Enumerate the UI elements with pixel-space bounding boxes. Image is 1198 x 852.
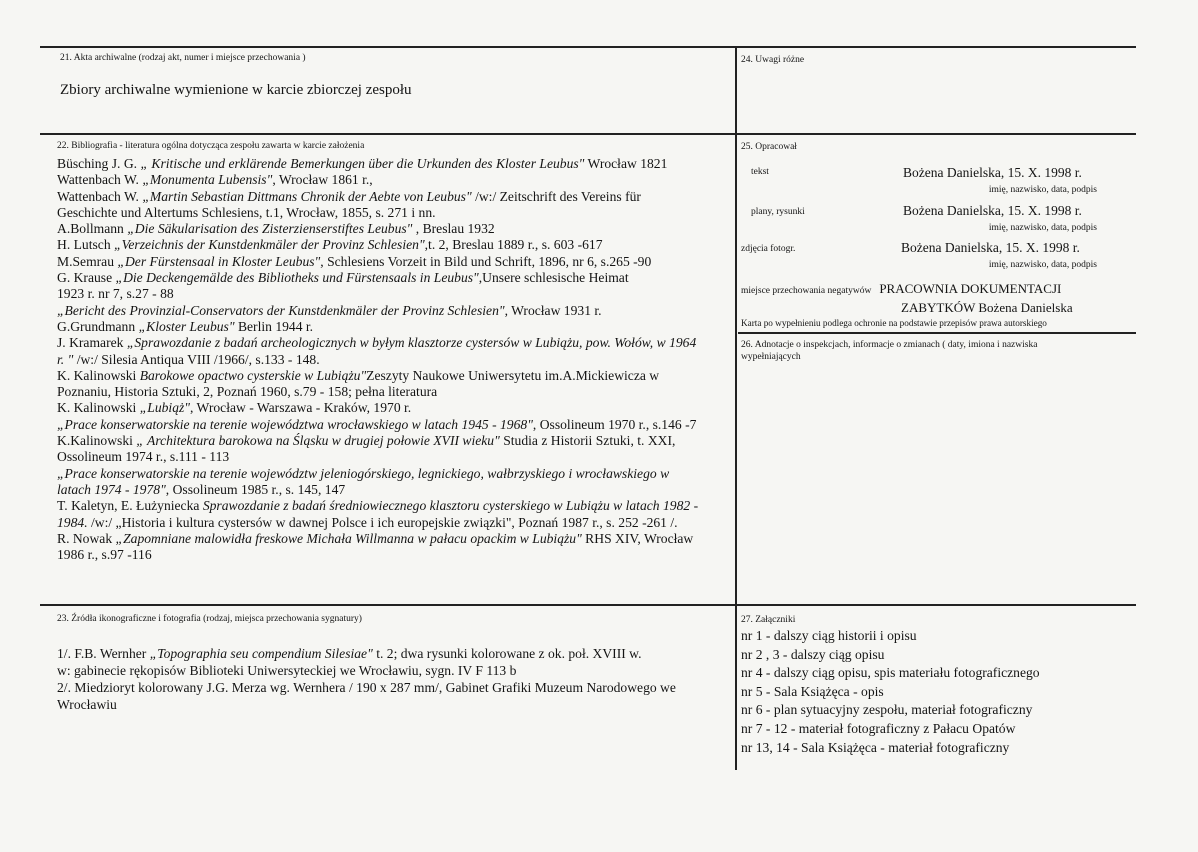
plain-text: /w:/ Silesia Antiqua VIII /1966/, s.133 - 148.	[73, 351, 320, 367]
author-row-label: zdjęcia fotogr.	[741, 244, 796, 254]
section-21	[60, 52, 730, 99]
iconography-list	[57, 645, 733, 713]
plain-text: RHS XIV, Wrocław	[581, 530, 694, 546]
italic-title: latach 1974 - 1978"	[57, 481, 166, 497]
negatives-value-2: ZABYTKÓW Bożena Danielska	[901, 300, 1073, 315]
text-line	[57, 547, 733, 563]
author-row-caption: imię, nazwisko, data, podpis	[988, 185, 1097, 195]
text-line	[57, 662, 733, 679]
text-line	[57, 482, 733, 498]
section-24-label: 24. Uwagi różne	[741, 55, 805, 65]
plain-text: 2/. Miedzioryt kolorowany J.G. Merza wg. Wernhera / 190 x 287 mm/, Gabinet Grafiki Muzeum Narodowego we	[57, 680, 676, 695]
plain-text: 1986 r., s.97 -116	[57, 547, 152, 563]
plain-text: R. Nowak	[57, 530, 116, 546]
text-line	[57, 466, 733, 482]
attachment-item: nr 13, 14 - Sala Książęca - materiał fotograficzny	[741, 739, 1010, 755]
plain-text: Poznaniu, Historia Sztuki, 2, Poznań 1960, s.79 - 158; pełna literatura	[57, 384, 438, 400]
italic-title: 1984.	[57, 514, 88, 530]
plain-text: Wrocławiu	[57, 697, 117, 712]
plain-text: , Wrocław - Warszawa - Kraków, 1970 r.	[190, 400, 412, 416]
text-line	[57, 172, 733, 188]
text-line	[57, 498, 733, 514]
divider-21-22	[40, 133, 1136, 135]
plain-text: ,Unsere schlesische Heimat	[478, 270, 629, 286]
text-line	[57, 400, 733, 416]
plain-text: Studia z Historii Sztuki, t. XXI,	[499, 433, 676, 449]
attachment-item: nr 4 - dalszy ciąg opisu, spis materiału fotograficznego	[741, 665, 1040, 681]
negatives-value: PRACOWNIA DOKUMENTACJI	[879, 281, 1062, 296]
text-line	[57, 352, 733, 368]
section-25-label: 25. Opracował	[741, 142, 797, 152]
divider-22-23	[40, 604, 1136, 606]
plain-text: , Wrocław 1931 r.	[504, 302, 602, 318]
plain-text: K.Kalinowski	[57, 433, 137, 449]
plain-text: Büsching J. G.	[57, 156, 141, 171]
italic-title: Barokowe opactwo cysterskie w Lubiążu"	[139, 367, 367, 383]
plain-text: Wattenbach W.	[57, 172, 143, 188]
text-line	[57, 384, 733, 400]
text-line	[57, 303, 733, 319]
author-row-value: Bożena Danielska, 15. X. 1998 r.	[903, 203, 1082, 218]
plain-text: Wrocław 1821	[584, 156, 668, 171]
section-27-label: 27. Załączniki	[741, 615, 796, 625]
italic-title: Sprawozdanie z badań średniowiecznego klasztoru cysterskiego w Lubiążu w latach 1982 -	[202, 498, 699, 514]
italic-title: „Verzeichnis der Kunstdenkmäler der Provinz Schlesien"	[114, 237, 425, 253]
attachment-item: nr 7 - 12 - materiał fotograficzny z Pałacu Opatów	[741, 720, 1016, 736]
divider-25-26	[738, 332, 1136, 334]
plain-text: t. 2; dwa rysunki kolorowane z ok. poł. XVIII w.	[372, 646, 642, 661]
section-27	[741, 614, 1133, 757]
section-26	[741, 339, 1133, 363]
text-line	[57, 531, 733, 547]
section-26-label: 26. Adnotacje o inspekcjach, informacje o zmianach ( daty, imiona i nazwiska	[741, 340, 1038, 350]
text-line	[57, 696, 733, 713]
plain-text: A.Bollmann	[57, 221, 128, 237]
text-line	[57, 433, 733, 449]
plain-text: , Ossolineum 1985 r., s. 145, 147	[165, 481, 346, 497]
text-line	[57, 319, 733, 335]
plain-text: K. Kalinowski	[57, 367, 140, 383]
plain-text: H. Lutsch	[57, 237, 115, 253]
plain-text: , Breslau 1932	[412, 221, 495, 237]
section-23	[57, 613, 733, 713]
plain-text: 1/. F.B. Wernher	[57, 646, 150, 661]
text-line	[57, 254, 733, 270]
section-23-label: 23. Źródła ikonograficzne i fotografia (rodzaj, miejsca przechowania sygnatury)	[57, 614, 362, 624]
text-line	[57, 368, 733, 384]
section-22-label: 22. Bibliografia - literatura ogólna dotycząca zespołu zawarta w karcie założenia	[57, 141, 365, 151]
italic-title: „Lubiąż"	[139, 400, 190, 416]
negatives-label: miejsce przechowania negatywów	[741, 286, 872, 296]
text-line	[57, 286, 733, 302]
author-row-label: tekst	[751, 167, 769, 177]
italic-title: „Zapomniane malowidła freskowe Michała Willmanna w pałacu opackim w Lubiążu"	[115, 530, 582, 546]
italic-title: „Bericht des Provinzial-Conservators der Kunstdenkmäler der Provinz Schlesien"	[57, 302, 505, 318]
plain-text: Ossolineum 1974 r., s.111 - 113	[57, 449, 230, 465]
plain-text: w: gabinecie rękopisów Biblioteki Uniwersyteckiej we Wrocławiu, sygn. IV F 113 b	[57, 663, 517, 678]
plain-text: , Wrocław 1861 r.,	[272, 172, 373, 188]
italic-title: „Sprawozdanie z badań archeologicznych w byłym klasztorze cystersów w Lubiążu, pow. Wołów, w 1964	[126, 335, 697, 351]
text-line	[57, 189, 733, 205]
italic-title: „Martin Sebastian Dittmans Chronik der Aebte von Leubus"	[142, 188, 472, 204]
italic-title: r. "	[57, 351, 74, 367]
plain-text: Zeszyty Naukowe Uniwersytetu im.A.Mickiewicza w	[366, 367, 660, 383]
italic-title: „Monumenta Lubensis"	[142, 172, 273, 188]
section-21-label: 21. Akta archiwalne (rodzaj akt, numer i miejsce przechowania )	[60, 53, 306, 63]
text-line	[57, 156, 733, 172]
text-line	[57, 205, 733, 221]
author-row-value: Bożena Danielska, 15. X. 1998 r.	[901, 240, 1080, 255]
text-line	[57, 449, 733, 465]
italic-title: „Kloster Leubus"	[138, 318, 235, 334]
copyright-note: Karta po wypełnieniu podlega ochronie na podstawie przepisów prawa autorskiego	[741, 318, 1047, 328]
text-line	[57, 270, 733, 286]
text-line	[57, 417, 733, 433]
section-21-text: Zbiory archiwalne wymienione w karcie zbiorczej zespołu	[60, 82, 412, 98]
attachment-item: nr 1 - dalszy ciąg historii i opisu	[741, 628, 917, 643]
text-line	[57, 645, 733, 662]
plain-text: , Ossolineum 1970 r., s.146 -7	[532, 416, 697, 432]
bibliography-list	[57, 156, 733, 563]
section-24	[741, 54, 804, 66]
italic-title: „Die Deckengemälde des Bibliotheks und Fürstensaals in Leubus"	[115, 270, 479, 286]
italic-title: „Topographia seu compendium Silesiae"	[149, 646, 373, 661]
top-border	[40, 46, 1136, 48]
text-line	[57, 335, 733, 351]
italic-title: „Prace konserwatorskie na terenie województw jeleniogórskiego, legnickiego, wałbrzyskiego i wrocławskiego w	[57, 465, 670, 481]
plain-text: M.Semrau	[57, 253, 118, 269]
negatives-row	[741, 280, 1133, 316]
plain-text: 1923 r. nr 7, s.27 - 88	[57, 286, 174, 302]
attachment-item: nr 6 - plan sytuacyjny zespołu, materiał fotograficzny	[741, 702, 1033, 718]
plain-text: Wattenbach W.	[57, 188, 143, 204]
italic-title: „ Architektura barokowa na Śląsku w drugiej połowie XVII wieku"	[136, 433, 500, 449]
section-25	[741, 141, 1133, 331]
center-divider	[735, 46, 737, 770]
attachments-list	[741, 627, 1133, 757]
plain-text: J. Kramarek	[57, 335, 127, 351]
text-line	[57, 515, 733, 531]
author-row-value: Bożena Danielska, 15. X. 1998 r.	[903, 165, 1082, 180]
author-row-label: plany, rysunki	[751, 207, 805, 217]
plain-text: T. Kaletyn, E. Łużyniecka	[57, 498, 203, 514]
text-line	[57, 221, 733, 237]
section-22	[57, 140, 733, 563]
plain-text: , Schlesiens Vorzeit in Bild und Schrift, 1896, nr 6, s.265 -90	[320, 253, 652, 269]
italic-title: „Prace konserwatorskie na terenie województwa wrocławskiego w latach 1945 - 1968"	[57, 416, 533, 432]
plain-text: G. Krause	[57, 270, 116, 286]
plain-text: K. Kalinowski	[57, 400, 140, 416]
plain-text: /w:/ Zeitschrift des Vereins für	[471, 188, 641, 204]
section-26-label-cont: wypełniających	[741, 352, 801, 362]
plain-text: /w:/ „Historia i kultura cystersów w dawnej Polsce i ich europejskie związki", Poznań 1987 r., s. 252 -261 /.	[87, 514, 678, 530]
author-row-caption: imię, nazwisko, data, podpis	[988, 223, 1097, 233]
text-line	[57, 237, 733, 253]
italic-title: „Die Säkularisation des Zisterzienserstiftes Leubus"	[127, 221, 413, 237]
italic-title: „ Kritische und erklärende Bemerkungen über die Urkunden des Kloster Leubus"	[140, 156, 585, 171]
attachment-item: nr 5 - Sala Książęca - opis	[741, 683, 884, 699]
author-row-caption: imię, nazwisko, data, podpis	[988, 260, 1097, 270]
plain-text: G.Grundmann	[57, 318, 139, 334]
italic-title: „Der Fürstensaal in Kloster Leubus"	[117, 253, 321, 269]
plain-text: Geschichte und Altertums Schlesiens, t.1, Wrocław, 1855, s. 271 i nn.	[57, 204, 436, 220]
text-line	[57, 679, 733, 696]
attachment-item: nr 2 , 3 - dalszy ciąg opisu	[741, 646, 885, 662]
plain-text: ,t. 2, Breslau 1889 r., s. 603 -617	[424, 237, 603, 253]
plain-text: Berlin 1944 r.	[234, 318, 314, 334]
